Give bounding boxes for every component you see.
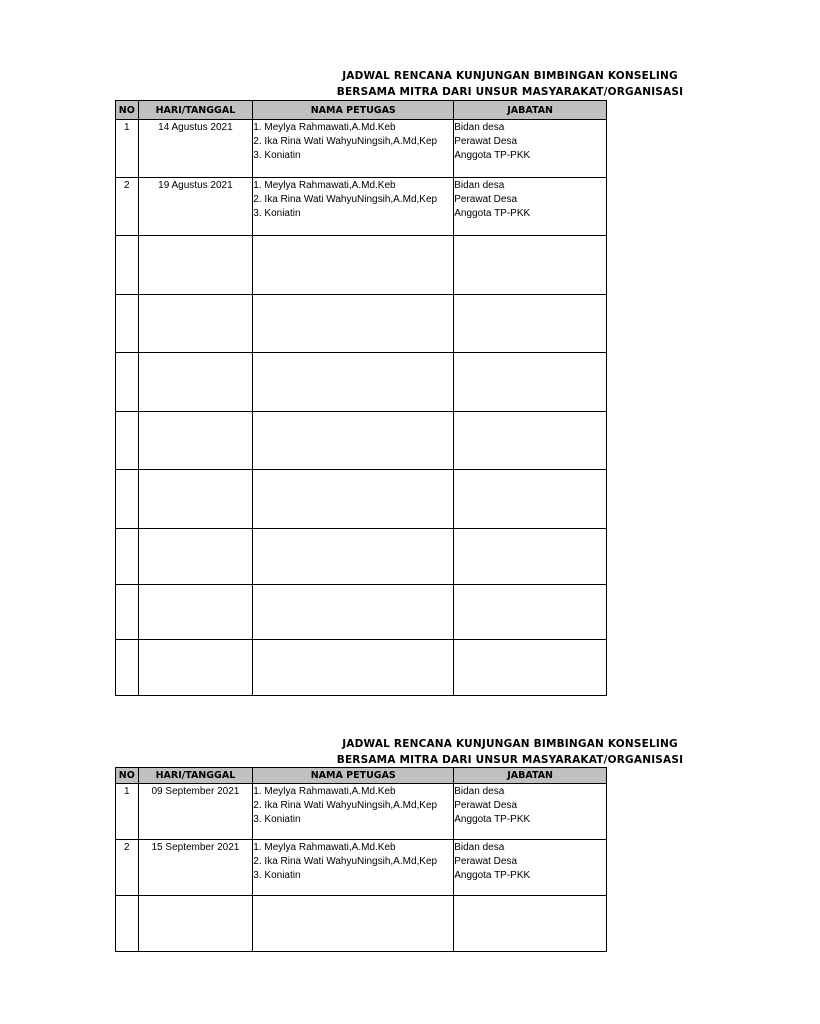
row-no: 1 — [116, 784, 139, 840]
schedule-title-line1: JADWAL RENCANA KUNJUNGAN BIMBINGAN KONSELING — [342, 738, 678, 750]
table-row — [116, 120, 607, 178]
officer-name: 1. Meylya Rahmawati,A.Md.Keb — [253, 180, 396, 191]
empty-row — [116, 353, 607, 412]
row-date: 09 September 2021 — [138, 784, 253, 840]
row-no: 1 — [116, 120, 139, 178]
officer-position: Perawat Desa — [454, 800, 518, 811]
officer-name: 2. Ika Rina Wati WahyuNingsih,A.Md,Kep — [253, 800, 438, 811]
row-jobs — [454, 178, 607, 236]
schedule-table-2 — [115, 767, 607, 952]
header-job: JABATAN — [454, 101, 607, 120]
empty-row — [116, 896, 607, 952]
empty-row — [116, 470, 607, 529]
officer-position: Bidan desa — [454, 786, 505, 797]
officer-position: Perawat Desa — [454, 136, 518, 147]
officer-name: 3. Koniatin — [253, 208, 301, 219]
schedule-title-line2: BERSAMA MITRA DARI UNSUR MASYARAKAT/ORGANISASI — [336, 86, 684, 98]
officer-position: Perawat Desa — [454, 856, 518, 867]
header-name: NAMA PETUGAS — [253, 101, 454, 120]
header-row — [116, 101, 607, 120]
officer-position: Anggota TP-PKK — [454, 870, 531, 881]
officer-position: Anggota TP-PKK — [454, 150, 531, 161]
table-row — [116, 840, 607, 896]
officer-position: Bidan desa — [454, 842, 505, 853]
row-no: 2 — [116, 840, 139, 896]
header-date: HARI/TANGGAL — [138, 101, 253, 120]
officer-name: 2. Ika Rina Wati WahyuNingsih,A.Md,Kep — [253, 194, 438, 205]
header-no: NO — [116, 101, 139, 120]
officer-name: 2. Ika Rina Wati WahyuNingsih,A.Md,Kep — [253, 136, 438, 147]
officer-name: 3. Koniatin — [253, 150, 301, 161]
empty-row — [116, 640, 607, 696]
officer-name: 1. Meylya Rahmawati,A.Md.Keb — [253, 842, 396, 853]
header-job: JABATAN — [454, 768, 607, 784]
row-date: 15 September 2021 — [138, 840, 253, 896]
empty-row — [116, 529, 607, 585]
table-row — [116, 784, 607, 840]
officer-name: 1. Meylya Rahmawati,A.Md.Keb — [253, 122, 396, 133]
officer-position: Bidan desa — [454, 180, 505, 191]
row-date: 14 Agustus 2021 — [138, 120, 253, 178]
header-no: NO — [116, 768, 139, 784]
row-names — [253, 840, 454, 896]
row-date: 19 Agustus 2021 — [138, 178, 253, 236]
empty-row — [116, 412, 607, 470]
officer-name: 3. Koniatin — [253, 814, 301, 825]
header-date: HARI/TANGGAL — [138, 768, 253, 784]
header-row — [116, 768, 607, 784]
empty-row — [116, 295, 607, 353]
row-names — [253, 178, 454, 236]
row-no: 2 — [116, 178, 139, 236]
row-jobs — [454, 784, 607, 840]
row-names — [253, 120, 454, 178]
row-jobs — [454, 120, 607, 178]
empty-row — [116, 236, 607, 295]
header-name: NAMA PETUGAS — [253, 768, 454, 784]
officer-position: Perawat Desa — [454, 194, 518, 205]
row-jobs — [454, 840, 607, 896]
row-names — [253, 784, 454, 840]
schedule-title-line1: JADWAL RENCANA KUNJUNGAN BIMBINGAN KONSELING — [342, 70, 678, 82]
officer-name: 1. Meylya Rahmawati,A.Md.Keb — [253, 786, 396, 797]
schedule-title-line2: BERSAMA MITRA DARI UNSUR MASYARAKAT/ORGANISASI — [336, 754, 684, 766]
schedule-table-1 — [115, 100, 607, 696]
officer-position: Bidan desa — [454, 122, 505, 133]
table-row — [116, 178, 607, 236]
officer-name: 3. Koniatin — [253, 870, 301, 881]
empty-row — [116, 585, 607, 640]
officer-name: 2. Ika Rina Wati WahyuNingsih,A.Md,Kep — [253, 856, 438, 867]
officer-position: Anggota TP-PKK — [454, 814, 531, 825]
officer-position: Anggota TP-PKK — [454, 208, 531, 219]
